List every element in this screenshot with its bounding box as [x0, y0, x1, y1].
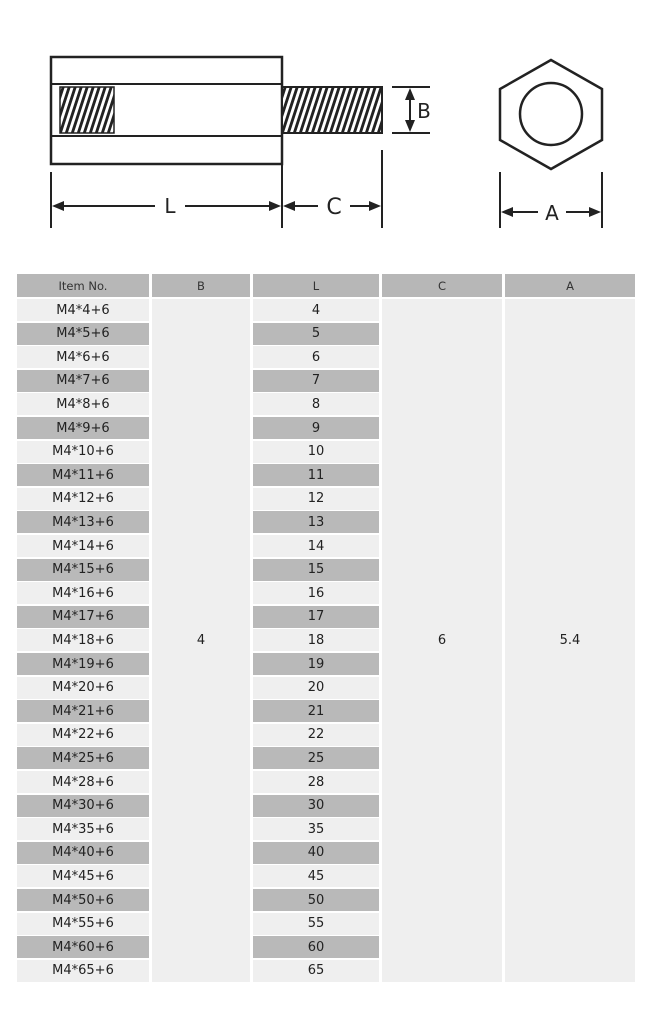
item-no-cell: M4*9+6: [17, 417, 149, 439]
item-no-cell: M4*16+6: [17, 582, 149, 604]
item-no-cell: M4*7+6: [17, 370, 149, 392]
item-no-cell: M4*13+6: [17, 511, 149, 533]
item-no-cell: M4*8+6: [17, 393, 149, 415]
item-no-cell: M4*19+6: [17, 653, 149, 675]
length-cell: 21: [253, 700, 379, 722]
item-no-cell: M4*28+6: [17, 771, 149, 793]
length-cell: 9: [253, 417, 379, 439]
header-c: C: [382, 274, 502, 297]
length-cell: 12: [253, 488, 379, 510]
length-cell: 40: [253, 842, 379, 864]
length-cell: 11: [253, 464, 379, 486]
length-cell: 4: [253, 299, 379, 321]
item-no-cell: M4*18+6: [17, 629, 149, 651]
length-cell: 6: [253, 346, 379, 368]
dimension-label-c: C: [326, 195, 342, 220]
item-no-cell: M4*55+6: [17, 913, 149, 935]
item-no-cell: M4*4+6: [17, 299, 149, 321]
length-cell: 30: [253, 795, 379, 817]
item-no-cell: M4*6+6: [17, 346, 149, 368]
length-cell: 16: [253, 582, 379, 604]
length-cell: 28: [253, 771, 379, 793]
header-a: A: [505, 274, 635, 297]
length-cell: 17: [253, 606, 379, 628]
dimension-label-b: B: [417, 99, 431, 123]
length-cell: 50: [253, 889, 379, 911]
item-no-cell: M4*11+6: [17, 464, 149, 486]
item-no-cell: M4*12+6: [17, 488, 149, 510]
merged-a-cell: 5.4: [505, 299, 635, 982]
standoff-technical-drawing: [0, 0, 650, 250]
length-cell: 60: [253, 936, 379, 958]
item-no-cell: M4*65+6: [17, 960, 149, 982]
length-cell: 8: [253, 393, 379, 415]
length-cell: 14: [253, 535, 379, 557]
length-cell: 22: [253, 724, 379, 746]
external-thread: [282, 87, 382, 133]
length-cell: 5: [253, 323, 379, 345]
item-no-cell: M4*17+6: [17, 606, 149, 628]
length-cell: 20: [253, 677, 379, 699]
length-cell: 55: [253, 913, 379, 935]
length-cell: 15: [253, 559, 379, 581]
merged-c-cell: 6: [382, 299, 502, 982]
item-no-cell: M4*5+6: [17, 323, 149, 345]
item-no-cell: M4*60+6: [17, 936, 149, 958]
length-cell: 45: [253, 865, 379, 887]
internal-thread: [60, 87, 114, 133]
item-no-cell: M4*10+6: [17, 441, 149, 463]
length-cell: 18: [253, 629, 379, 651]
length-cell: 65: [253, 960, 379, 982]
header-b: B: [152, 274, 250, 297]
merged-b-cell: 4: [152, 299, 250, 982]
length-cell: 10: [253, 441, 379, 463]
length-cell: 35: [253, 818, 379, 840]
item-no-cell: M4*50+6: [17, 889, 149, 911]
item-no-cell: M4*40+6: [17, 842, 149, 864]
item-no-cell: M4*35+6: [17, 818, 149, 840]
item-no-cell: M4*15+6: [17, 559, 149, 581]
standoff-side-view: [51, 57, 382, 164]
header-item-no: Item No.: [17, 274, 149, 297]
item-no-cell: M4*20+6: [17, 677, 149, 699]
item-no-cell: M4*21+6: [17, 700, 149, 722]
header-l: L: [253, 274, 379, 297]
item-no-cell: M4*25+6: [17, 747, 149, 769]
hex-end-view: [500, 60, 602, 169]
item-no-cell: M4*14+6: [17, 535, 149, 557]
length-cell: 13: [253, 511, 379, 533]
dimension-label-l: L: [164, 194, 176, 218]
dimension-label-a: A: [545, 201, 559, 225]
length-cell: 25: [253, 747, 379, 769]
item-no-cell: M4*30+6: [17, 795, 149, 817]
item-no-cell: M4*22+6: [17, 724, 149, 746]
length-cell: 19: [253, 653, 379, 675]
item-no-cell: M4*45+6: [17, 865, 149, 887]
length-cell: 7: [253, 370, 379, 392]
